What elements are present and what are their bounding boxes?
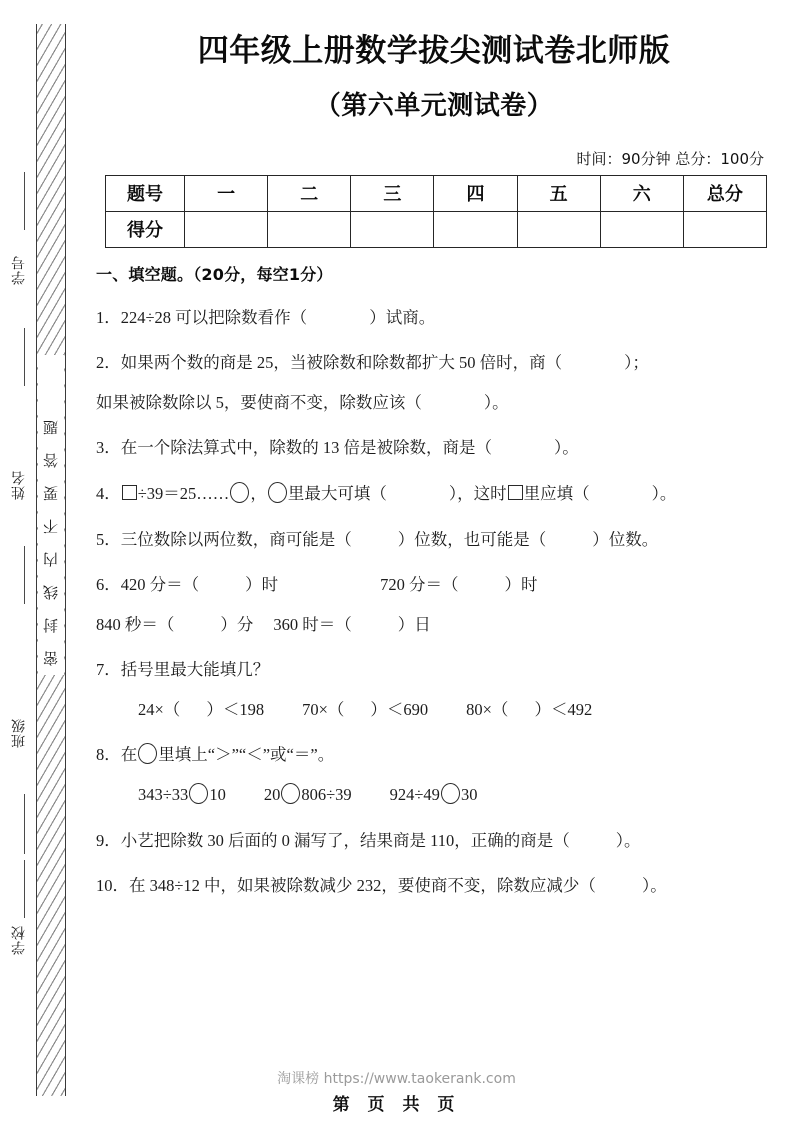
student-id-rule [24, 172, 25, 230]
seal-char: 答 [41, 453, 60, 468]
question-1 [96, 305, 772, 331]
question-text: 924÷49 [389, 784, 440, 804]
table-row [106, 175, 767, 211]
class-rule [24, 794, 25, 854]
question-10 [96, 873, 772, 899]
question-text: ）日 [397, 614, 431, 634]
score-cell[interactable] [351, 211, 434, 247]
question-text: ）。 [615, 830, 641, 850]
question-text: 里应填（ [523, 484, 590, 503]
seal-char: 密 [41, 651, 60, 666]
question-6-line-2 [96, 612, 772, 638]
question-text: ）。 [641, 876, 667, 896]
question-text: ）时 [245, 575, 279, 595]
question-text: 420 分＝（ [120, 575, 200, 595]
question-2 [96, 350, 772, 415]
seal-char: 不 [41, 519, 60, 534]
score-cell[interactable] [268, 211, 351, 247]
question-text: 在一个除法算式中，除数的 13 倍是被除数，商是（ [120, 438, 492, 458]
question-text: ， [250, 484, 267, 503]
question-8-line-2 [96, 782, 772, 808]
question-text: ）。 [554, 438, 579, 458]
circle-box-icon [230, 482, 249, 503]
student-id-rule-2 [24, 328, 25, 386]
question-text: ）试商。 [369, 307, 436, 327]
question-text: 720 分＝（ [380, 575, 459, 595]
question-9 [96, 828, 772, 854]
score-cell[interactable] [517, 211, 600, 247]
question-number: 10． [96, 876, 129, 896]
comparison-circle-icon[interactable] [441, 783, 460, 804]
question-number: 4． [96, 484, 121, 503]
question-number: 2． [96, 353, 121, 373]
question-text: ）分 [220, 614, 254, 634]
square-box-icon [508, 485, 523, 500]
question-text: 三位数除以两位数，商可能是（ [120, 529, 352, 549]
score-table [105, 175, 767, 248]
question-text: ）＜198 [206, 699, 265, 719]
exam-meta-info: 时间：90分钟 总分：100分 [576, 149, 764, 168]
sealing-line-text [38, 355, 64, 675]
section-heading-fill-in-blank: 一、填空题。（20分，每空1分） [96, 264, 333, 284]
score-cell[interactable] [600, 211, 683, 247]
score-cell[interactable] [683, 211, 766, 247]
score-table-col-total: 总分 [683, 175, 766, 211]
question-text: 24×（ [138, 699, 181, 719]
question-text: 里填上“＞”“＜”或“＝”。 [158, 745, 335, 765]
score-table-col-1: 一 [185, 175, 268, 211]
question-number: 6． [96, 575, 121, 595]
question-text: 如果被除数除以 5，要使商不变，除数应该（ [96, 392, 422, 412]
question-2-line-2 [96, 390, 772, 416]
seal-char: 题 [41, 420, 60, 435]
question-text: 360 时＝（ [273, 614, 352, 634]
question-text: ）＜492 [534, 699, 593, 719]
question-text: 224÷28 可以把除数看作（ [120, 307, 308, 327]
score-table-col-3: 三 [351, 175, 434, 211]
question-number: 5． [96, 529, 121, 549]
circle-box-icon [268, 482, 287, 503]
question-text: ）； [624, 353, 649, 373]
question-5 [96, 527, 772, 553]
question-text: 343÷33 [138, 784, 189, 804]
question-number: 9． [96, 830, 121, 850]
comparison-circle-icon[interactable] [189, 783, 208, 804]
seal-char: 要 [41, 486, 60, 501]
question-7-line-2 [96, 697, 772, 723]
page-footer: 第 页 共 页 [332, 1095, 461, 1115]
question-text: ）。 [651, 484, 677, 503]
question-text: 10 [209, 784, 226, 804]
score-table-row-label: 得分 [106, 211, 185, 247]
question-text: ）位数。 [592, 529, 659, 549]
question-text: 括号里最大能填几？ [120, 660, 270, 680]
question-text: 里最大可填（ [287, 484, 387, 503]
school-rule [24, 860, 25, 918]
comparison-circle-icon[interactable] [281, 783, 300, 804]
question-text: ）位数，也可能是（ [397, 529, 547, 549]
page-subtitle: （第六单元测试卷） [314, 90, 554, 121]
question-7 [96, 657, 772, 722]
question-3 [96, 435, 772, 461]
question-text: 70×（ [302, 699, 345, 719]
seal-char: 封 [41, 618, 60, 633]
student-id-label: 学号 [11, 255, 27, 285]
score-table-col-2: 二 [268, 175, 351, 211]
question-number: 7． [96, 660, 121, 680]
question-text: 80×（ [466, 699, 509, 719]
question-text: ）时 [504, 575, 538, 595]
page-title: 四年级上册数学拔尖测试卷北师版 [197, 33, 671, 69]
question-4 [96, 481, 772, 507]
question-text: 如果两个数的商是 25，当被除数和除数都扩大 50 倍时，商（ [120, 353, 563, 373]
score-table-col-4: 四 [434, 175, 517, 211]
question-text: 840 秒＝（ [96, 614, 175, 634]
question-text: ）。 [483, 392, 509, 412]
question-number: 8． [96, 745, 121, 765]
score-table-col-6: 六 [600, 175, 683, 211]
name-rule [24, 546, 25, 604]
name-label: 姓名 [11, 470, 27, 500]
question-text: 小艺把除数 30 后面的 0 漏写了，结果商是 110，正确的商是（ [120, 830, 570, 850]
question-text: 20 [263, 784, 281, 804]
score-table-row-label: 题号 [106, 175, 185, 211]
question-text: ÷39＝25…… [137, 484, 230, 503]
watermark-text: 淘课榜 https://www.taokerank.com [277, 1071, 516, 1087]
circle-box-icon [138, 743, 157, 764]
score-table-col-5: 五 [517, 175, 600, 211]
class-label: 班级 [11, 718, 27, 748]
table-row [106, 211, 767, 247]
question-number: 1． [96, 307, 121, 327]
seal-char: 线 [41, 585, 60, 600]
question-text: 806÷39 [301, 784, 352, 804]
question-text: 在 348÷12 中，如果被除数减少 232，要使商不变，除数应减少（ [129, 876, 596, 896]
question-8 [96, 742, 772, 807]
school-label: 学校 [11, 925, 27, 955]
question-text: 在 [120, 745, 138, 765]
question-number: 3． [96, 438, 121, 458]
question-text: ），这时 [448, 484, 507, 503]
exam-paper-body [96, 0, 772, 1122]
seal-char: 内 [41, 552, 60, 567]
square-box-icon [122, 485, 137, 500]
score-cell[interactable] [185, 211, 268, 247]
score-cell[interactable] [434, 211, 517, 247]
question-text: 30 [460, 784, 478, 804]
question-text: ）＜690 [370, 699, 429, 719]
question-6 [96, 572, 772, 637]
